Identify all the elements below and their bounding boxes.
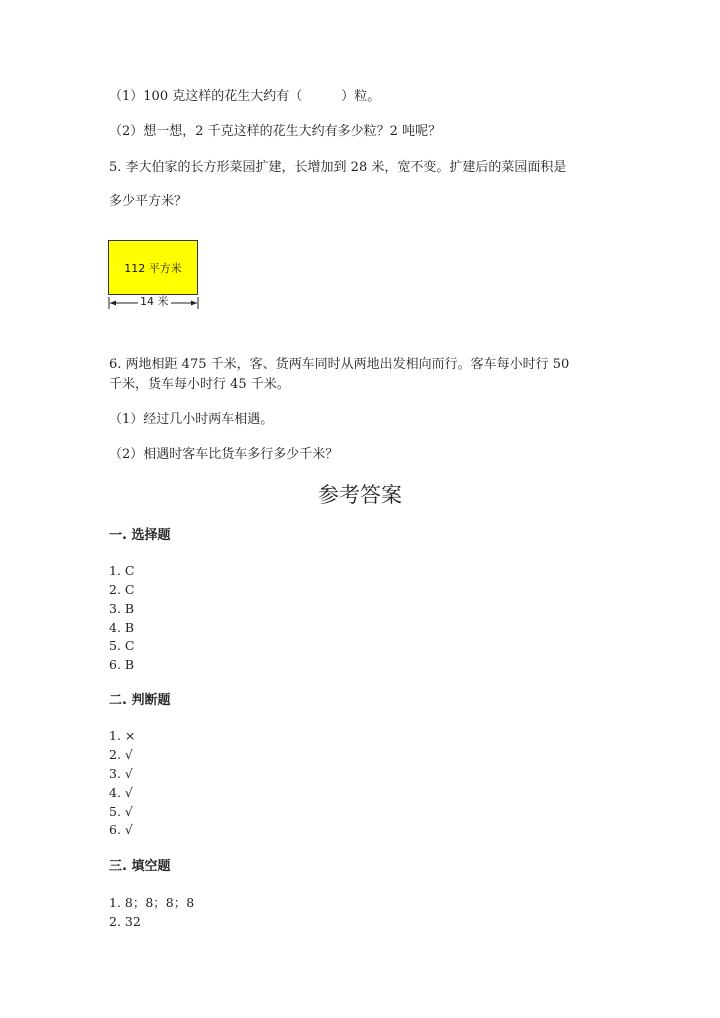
section-2-answer: 4. √ (109, 785, 133, 800)
question-6-line-2: 千米，货车每小时行 45 千米。 (109, 377, 290, 392)
section-1-answer: 2. C (109, 582, 135, 597)
question-6-sub-2: （2）相遇时客车比货车多行多少千米？ (109, 447, 339, 462)
section-1-answer: 5. C (109, 638, 135, 653)
section-2-answer: 3. √ (109, 766, 133, 781)
question-4-sub-1: （1）100 克这样的花生大约有（ ）粒。 (109, 89, 381, 104)
length-label: 14 米 (140, 295, 169, 308)
question-4-sub-2: （2）想一想，2 千克这样的花生大约有多少粒？2 吨呢？ (109, 124, 442, 139)
section-2-answer: 5. √ (109, 804, 133, 819)
section-2-answer: 2. √ (109, 747, 133, 762)
question-5-line-2: 多少平方米？ (109, 194, 188, 209)
garden-rectangle (108, 240, 198, 295)
question-5-line-1: 5. 李大伯家的长方形菜园扩建，长增加到 28 米，宽不变。扩建后的菜园面积是 (109, 160, 567, 175)
section-2-answer: 6. √ (109, 822, 133, 837)
section-3-heading: 三. 填空题 (109, 859, 171, 874)
length-dimension (108, 296, 200, 310)
section-3-answer: 2. 32 (109, 914, 141, 929)
section-1-answer: 4. B (109, 620, 135, 635)
question-6-line-1: 6. 两地相距 475 千米，客、货两车同时从两地出发相向而行。客车每小时行 50 (109, 357, 570, 372)
section-1-answer: 3. B (109, 601, 135, 616)
answers-title: 参考答案 (318, 483, 402, 507)
section-1-answer: 1. C (109, 563, 135, 578)
garden-figure (108, 240, 200, 310)
section-1-answer: 6. B (109, 657, 135, 672)
section-2-heading: 二. 判断题 (109, 693, 171, 708)
area-label: 112 平方米 (124, 261, 182, 275)
question-6-sub-1: （1）经过几小时两车相遇。 (109, 412, 274, 427)
section-1-heading: 一. 选择题 (109, 528, 171, 543)
section-3-answer: 1. 8；8；8；8 (109, 895, 195, 910)
section-2-answer: 1. × (109, 728, 136, 743)
